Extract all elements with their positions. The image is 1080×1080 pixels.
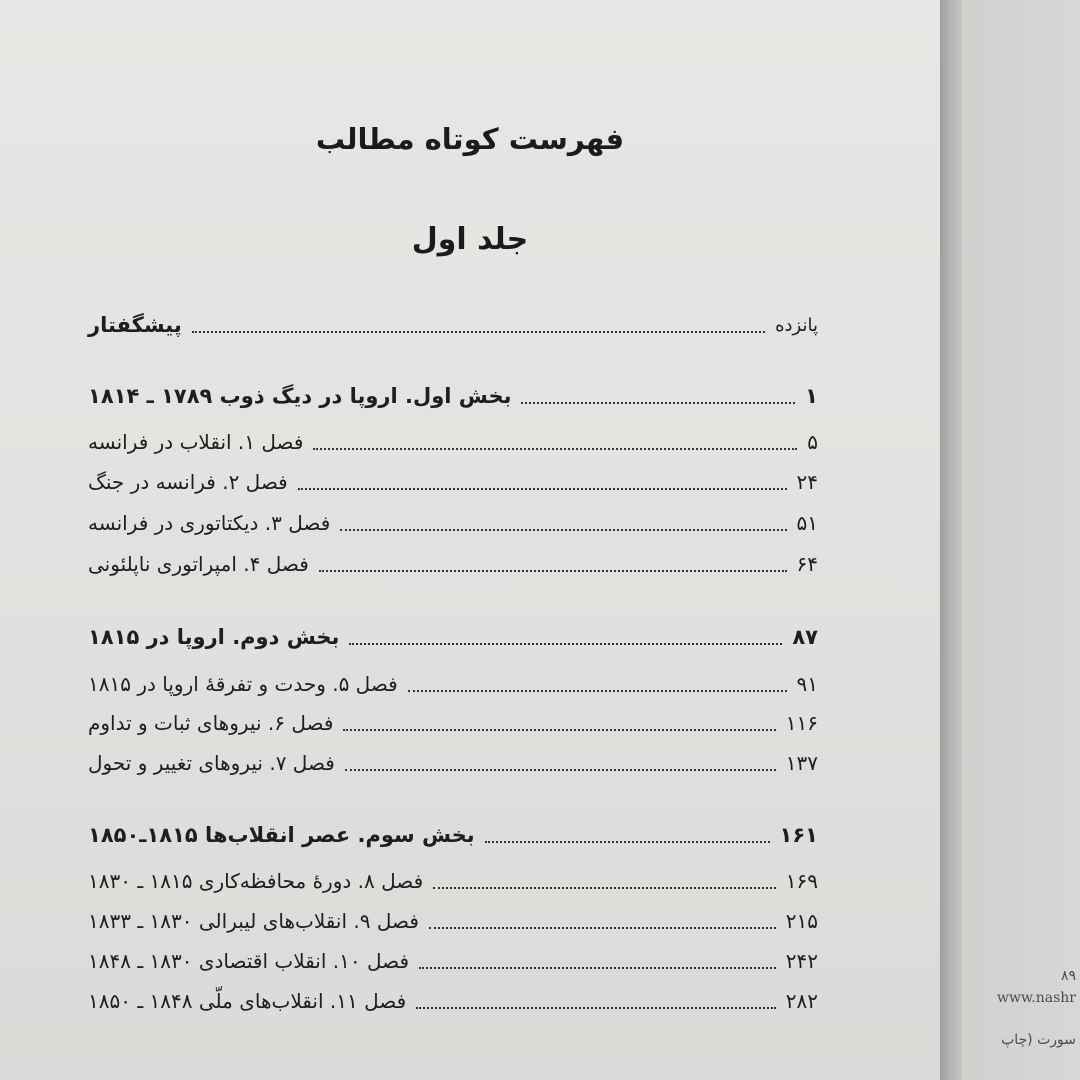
toc-chapter-11: [88, 983, 818, 1019]
dot-leader: [313, 446, 797, 450]
book-gutter: [940, 0, 962, 1080]
toc-chapter-1: [88, 424, 818, 460]
toc-page-number: ۸۷: [792, 625, 818, 649]
toc-entry-title: فصل ۸. دورهٔ محافظه‌کاری ۱۸۱۵ ـ ۱۸۳۰: [88, 869, 424, 893]
toc-page-number: ۶۴: [796, 552, 818, 576]
toc-page-number: ۲۴۲: [785, 949, 818, 973]
dot-leader: [416, 1005, 776, 1009]
toc-chapter-7: [88, 745, 818, 781]
dot-leader: [485, 839, 770, 843]
toc-entry-preface: [88, 307, 818, 343]
toc-chapter-9: [88, 903, 818, 939]
dot-leader: [429, 925, 776, 929]
toc-entry-title: فصل ۳. دیکتاتوری در فرانسه: [88, 511, 331, 535]
toc-page-number: ۱۶۹: [785, 869, 818, 893]
toc-page-number: ۲۸۲: [785, 989, 818, 1013]
toc-entry-title: فصل ۵. وحدت و تفرقهٔ اروپا در ۱۸۱۵: [88, 672, 398, 696]
toc-entry-title: فصل ۶. نیروهای ثبات و تداوم: [88, 711, 334, 735]
adjacent-page-url: www.nashr: [997, 990, 1076, 1006]
dot-leader: [433, 885, 776, 889]
adjacent-page-text: سورت (چاپ: [1001, 1032, 1076, 1048]
toc-chapter-10: [88, 943, 818, 979]
toc-page-number: ۵: [807, 430, 818, 454]
adjacent-page-text: ۸۹: [1060, 968, 1076, 984]
toc-page-number: ۹۱: [796, 672, 818, 696]
dot-leader: [349, 641, 782, 645]
toc-entry-title: فصل ۴. امپراتوری ناپلئونی: [88, 552, 309, 576]
toc-entry-title: بخش اول. اروپا در دیگ ذوب ۱۷۸۹ ـ ۱۸۱۴: [88, 384, 512, 408]
dot-leader: [345, 767, 776, 771]
toc-chapter-2: [88, 464, 818, 500]
toc-entry-title: بخش سوم. عصر انقلاب‌ها ۱۸۱۵ـ۱۸۵۰: [88, 823, 475, 847]
page-title: فهرست کوتاه مطالب: [315, 122, 625, 156]
dot-leader: [419, 965, 776, 969]
toc-page-number: ۱۶۱: [779, 823, 818, 847]
toc-entry-title: پیشگفتار: [88, 313, 182, 337]
dot-leader: [521, 400, 795, 404]
toc-chapter-6: [88, 705, 818, 741]
volume-heading: جلد اول: [411, 222, 529, 257]
adjacent-page: [962, 0, 1080, 1080]
toc-page-number: ۲۱۵: [785, 909, 818, 933]
dot-leader: [343, 727, 775, 731]
toc-page-number: پانزده: [775, 314, 818, 336]
toc-page-number: ۱۱۶: [785, 711, 818, 735]
toc-part-3: [88, 817, 818, 853]
toc-entry-title: فصل ۱۱. انقلاب‌های ملّی ۱۸۴۸ ـ ۱۸۵۰: [88, 989, 407, 1013]
toc-chapter-4: [88, 546, 818, 582]
toc-page-number: ۲۴: [796, 470, 818, 494]
toc-chapter-8: [88, 863, 818, 899]
dot-leader: [298, 486, 787, 490]
toc-page-number: ۵۱: [796, 511, 818, 535]
dot-leader: [319, 568, 787, 572]
toc-chapter-3: [88, 505, 818, 541]
toc-page-number: ۱۳۷: [785, 751, 818, 775]
toc-entry-title: فصل ۱۰. انقلاب اقتصادی ۱۸۳۰ ـ ۱۸۴۸: [88, 949, 410, 973]
toc-entry-title: بخش دوم. اروپا در ۱۸۱۵: [88, 625, 340, 649]
toc-part-2: [88, 619, 818, 655]
toc-chapter-5: [88, 666, 818, 702]
dot-leader: [192, 329, 765, 333]
dot-leader: [340, 527, 786, 531]
dot-leader: [408, 688, 787, 692]
toc-entry-title: فصل ۲. فرانسه در جنگ: [88, 470, 288, 494]
toc-page-number: ۱: [805, 384, 818, 408]
toc-entry-title: فصل ۱. انقلاب در فرانسه: [88, 430, 304, 454]
toc-part-1: [88, 378, 818, 414]
toc-entry-title: فصل ۷. نیروهای تغییر و تحول: [88, 751, 335, 775]
toc-entry-title: فصل ۹. انقلاب‌های لیبرالی ۱۸۳۰ ـ ۱۸۳۳: [88, 909, 419, 933]
